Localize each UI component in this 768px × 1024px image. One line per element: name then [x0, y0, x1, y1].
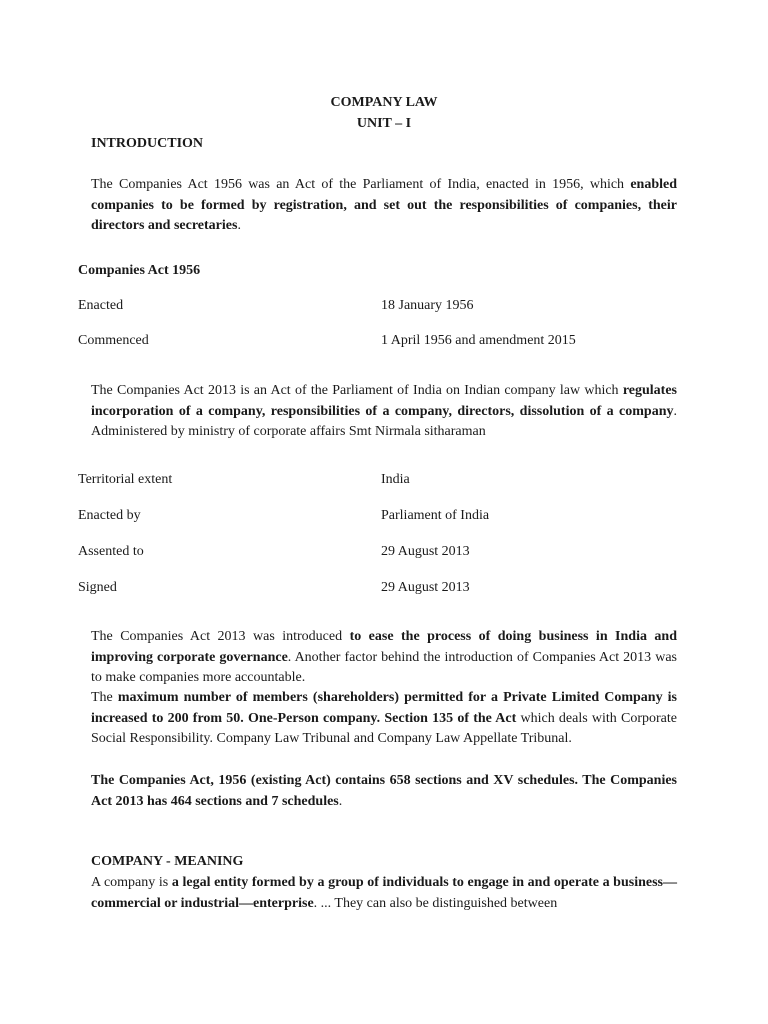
act-2013-intro-paragraph	[91, 627, 677, 689]
company-meaning-heading: COMPANY - MEANING	[91, 854, 244, 869]
act-2013-bold-text: regulates incorporation of a company, responsibilities of a company, directors, dissolution of a company	[91, 383, 677, 419]
info-row-signed	[78, 578, 678, 600]
info-row-value: 18 January 1956	[381, 298, 474, 313]
info-row-value: India	[381, 472, 410, 487]
intro-text-end: .	[237, 218, 241, 233]
body-bold-text: to ease the process of doing business in India and improving corporate governance	[91, 629, 677, 665]
unit-heading: UNIT – I	[356, 116, 412, 131]
body-bold-text: The Companies Act, 1956 (existing Act) contains 658 sections and XV schedules. The Companies Act 2013 has 464 sections and 7 schedules	[91, 773, 677, 809]
intro-paragraph	[91, 175, 677, 237]
info-row-enacted	[78, 296, 678, 318]
info-row-territorial-extent	[78, 470, 678, 492]
info-row-value: 1 April 1956 and amendment 2015	[381, 333, 576, 348]
info-row-value: 29 August 2013	[381, 580, 470, 595]
info-row-value: 29 August 2013	[381, 544, 470, 559]
sections-paragraph	[91, 771, 677, 812]
info-row-commenced	[78, 331, 678, 353]
document-title: COMPANY LAW	[330, 95, 438, 110]
info-row-key: Commenced	[78, 333, 149, 348]
body-text: which deals with Corporate Social Responsibility. Company Law Tribunal and Company Law Appellate Tribunal.	[91, 710, 677, 746]
body-text: . Another factor behind the introduction of Companies Act 2013 was to make companies more accountable.	[91, 649, 677, 685]
info-row-key: Assented to	[78, 544, 144, 559]
intro-bold-text: enabled companies to be formed by registration, and set out the responsibilities of companies, their directors and secretaries	[91, 177, 677, 233]
info-row-assented-to	[78, 542, 678, 564]
info-row-enacted-by	[78, 506, 678, 528]
act-1956-heading: Companies Act 1956	[78, 263, 201, 278]
intro-text: The Companies Act 1956 was an Act of the Parliament of India, enacted in 1956, which	[91, 177, 631, 192]
members-paragraph	[91, 688, 677, 750]
act-2013-text: The Companies Act 2013 is an Act of the Parliament of India on Indian company law which	[91, 383, 623, 398]
act-2013-paragraph	[91, 381, 677, 443]
body-bold-text: maximum number of members (shareholders) permitted for a Private Limited Company is increased to 200 from 50. One-Person company. Section 135 of the Act	[91, 690, 677, 726]
info-row-key: Enacted by	[78, 508, 141, 523]
info-row-key: Territorial extent	[78, 472, 173, 487]
body-text: The Companies Act 2013 was introduced	[91, 629, 350, 644]
body-bold-text: a legal entity formed by a group of individuals to engage in and operate a business—commercial or industrial—enterprise	[91, 875, 677, 911]
body-text: . ... They can also be distinguished between	[313, 895, 558, 911]
info-row-key: Enacted	[78, 298, 124, 313]
body-text: A company is	[91, 875, 172, 890]
body-text: .	[338, 793, 343, 809]
introduction-heading: INTRODUCTION	[91, 136, 204, 151]
company-meaning-paragraph	[91, 873, 677, 914]
info-row-key: Signed	[78, 580, 117, 595]
body-text: The	[91, 690, 118, 705]
act-2013-text-end: . Administered by ministry of corporate affairs Smt Nirmala sitharaman	[91, 403, 677, 439]
info-row-value: Parliament of India	[381, 508, 490, 523]
